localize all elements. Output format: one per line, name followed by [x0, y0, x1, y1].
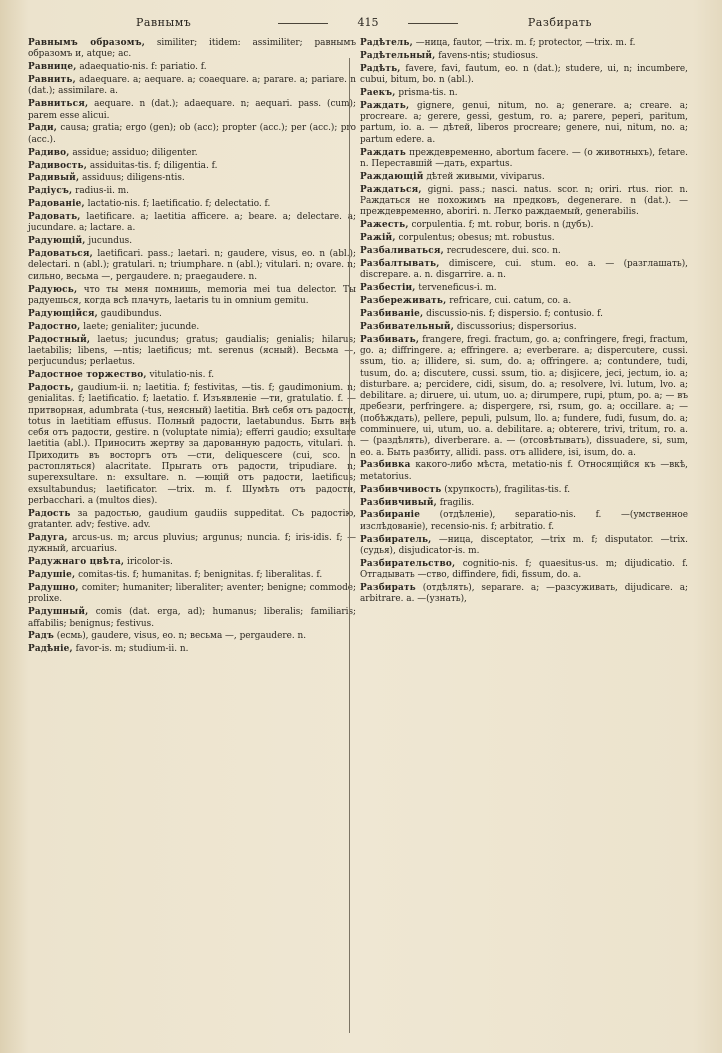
entry-definition: assiduitas-tis. f; diligentia. f.	[87, 160, 218, 171]
entry-definition: comitas-tis. f; humanitas. f; benignitas. f; liberalitas. f.	[75, 570, 323, 581]
entry-definition: comis (dat. erga, ad); humanus; liberalis; familiaris; affabilis; benignus; festivus.	[28, 607, 356, 629]
entry-headword: Радужнаго цвѣта,	[28, 557, 125, 568]
entry-definition: laetus; jucundus; gratus; gaudialis; genialis; hilarus; laetabilis; libens, —ntis; laetificus; mt. serenus (ясный). Весьма —, perjucundus; perlaetus.	[28, 334, 356, 368]
entry-definition: (отдѣленіе), separatio-nis. f. —(умственное изслѣдованіе), recensio-nis. f; arbitratio. f.	[360, 510, 688, 532]
dictionary-entry	[360, 296, 688, 307]
entry-headword: Радостный,	[28, 334, 91, 345]
dictionary-entry	[28, 583, 356, 606]
entry-definition: refricare, cui. catum, co. a.	[446, 295, 572, 306]
entry-headword: Радѣть,	[360, 63, 401, 74]
entry-definition: dimiscere, cui. stum. eo. a. — (разглашать), discrepare. a. n. disgarrire. a. n.	[360, 258, 688, 281]
entry-headword: Радостно,	[28, 321, 81, 332]
entry-headword: Ражій,	[360, 233, 396, 244]
entry-headword: Радость,	[28, 383, 74, 393]
dictionary-entry	[360, 485, 688, 496]
entry-headword: Радость	[28, 508, 71, 519]
dictionary-entry	[28, 236, 356, 247]
dictionary-entry	[360, 460, 688, 483]
dictionary-entry	[28, 509, 356, 532]
entry-definition: fragilis.	[436, 497, 475, 508]
dictionary-entry	[360, 172, 688, 183]
entry-definition: frangere, fregi. fractum, go. a; confringere, fregi, fractum, go. a; diffringere. a; effringere. a; everberare. a; dispercutere, cussi. ssum, tio. a; illidere, si. sum, do. a; offringere. a; contundere, tudi, tusum, do. a; discutere, cussi. ssum, tio. a; disjicere, jeci, jectum, io. a; disturbare. a; percidere, cidi, sisum, do. a; resolvere, lvi. lutum, lvo. a; debilitare. a; diruere, ui. utum, uo. a; dirumpere, rupi, ptum, po. a; — въ дребезги, perfringere. a; dispergere, rsi, rsum, go. a; occillare. a; — (побѣждать), pellere, pepuli, pulsum, llo. a; fundere, fudi, fusum, do. a; comminuere, ui, utum, uo. a. debilitare. a; obterere, trivi, tritum, ro. a. — (раздѣлять), diverberare. a. — (отсовѣтывать), dissuadere, si, sum, eo. a. Быть разбиту, allidi. pass. отъ allidere, isi, isum, do. a.	[360, 334, 688, 458]
entry-headword: Радъ	[28, 631, 54, 642]
entry-headword: Радѣніе,	[28, 644, 73, 655]
entry-headword: Радующійся,	[28, 308, 98, 319]
dictionary-entry	[28, 99, 356, 122]
entry-definition: gaudibundus.	[97, 308, 162, 319]
entry-headword: Радушно,	[28, 583, 79, 594]
dictionary-entry	[360, 233, 688, 244]
entry-headword: Разбивательный,	[360, 321, 454, 332]
entry-headword: Разбиваніе,	[360, 308, 424, 319]
dictionary-entry	[360, 259, 688, 282]
entry-definition: lactatio-nis. f; laetificatio. f; delectatio. f.	[84, 199, 271, 210]
entry-headword: Равнымъ образомъ,	[28, 38, 145, 48]
dictionary-entry	[360, 335, 688, 459]
entry-definition: aequare. n (dat.); adaequare. n; aequari. pass. (cum); parem esse alicui.	[28, 99, 356, 121]
dictionary-entry	[28, 370, 356, 381]
entry-headword: Радоваться,	[28, 249, 93, 260]
entry-definition: iricolor-is.	[124, 557, 173, 568]
entry-definition: favens-ntis; studiosus.	[435, 50, 539, 61]
entry-definition: laete; genialiter; jucunde.	[80, 321, 200, 332]
entry-headword: Раекъ,	[360, 87, 396, 98]
entry-definition: terveneficus-i. m.	[415, 283, 497, 294]
dictionary-entry	[28, 161, 356, 172]
entry-definition: (есмь), gaudere, visus, eo. n; весьма —, pergaudere. n.	[53, 631, 307, 642]
dictionary-entry	[360, 510, 688, 533]
dictionary-entry	[28, 38, 356, 61]
entry-headword: Разбестіи,	[360, 283, 416, 294]
entry-definition: adaequatio-nis. f: pariatio. f.	[76, 62, 207, 73]
entry-headword: Радиво,	[28, 147, 70, 158]
dictionary-entry	[360, 498, 688, 509]
entry-headword: Радушный,	[28, 607, 89, 618]
dictionary-entry	[28, 173, 356, 184]
entry-headword: Разбивать,	[360, 334, 420, 345]
dictionary-entry	[28, 75, 356, 98]
header-rule-right	[408, 23, 458, 24]
entry-definition: cognitio-nis. f; quaesitus-us. m; dijudicatio. f. Отгадывать —ство, diffindere, fidi, fissum, do. a.	[360, 558, 688, 581]
entry-headword: Раждаться,	[360, 184, 422, 195]
entry-headword: Радивый,	[28, 173, 80, 184]
entry-definition: что ты меня помнишь, memoria mei tua delector. Ты радуешься, когда всѣ плачуть, laetaris tu in omnium gemitu.	[28, 284, 356, 306]
dictionary-entry	[28, 557, 356, 568]
entry-headword: Разбереживать,	[360, 295, 447, 306]
entry-headword: Ражесть,	[360, 220, 409, 231]
entry-headword: Разбивка	[360, 460, 411, 471]
entry-headword: Разбалтывать,	[360, 258, 440, 269]
dictionary-entry	[28, 249, 356, 283]
dictionary-entry	[28, 148, 356, 159]
entry-definition: assidue; assiduo; diligenter.	[69, 147, 198, 158]
entry-headword: Раждать,	[360, 100, 410, 111]
dictionary-entry	[28, 285, 356, 308]
entry-headword: Разбирать	[360, 583, 416, 594]
entry-headword: Радивость,	[28, 160, 88, 171]
dictionary-entry	[360, 101, 688, 146]
running-header	[28, 14, 696, 36]
entry-definition: causa; gratia; ergo (gen); ob (acc); propter (acc.); per (acc.); pro (acc.).	[28, 123, 356, 145]
column-divider	[349, 58, 350, 1033]
entry-definition: radius-ii. m.	[72, 186, 129, 197]
entry-definition: laetificari. pass.; laetari. n; gaudere, visus, eo. n (abl.); delectari. n (abl.); gratulari. n; triumphare. n (abl.); vitulari. n; ovare. n; сильно, весьма —, pergaudere. n; praegaudere. n.	[28, 249, 356, 282]
entry-definition: arcus-us. m; arcus pluvius; argunus; nuncia. f; iris-idis. f; —дужный, arcuarius.	[28, 533, 356, 555]
entry-headword: Равнице,	[28, 62, 77, 73]
entry-headword: Разбивчивость	[360, 484, 442, 495]
entry-definition: discussorius; dispersorius.	[454, 321, 577, 332]
entry-headword: Радушіе,	[28, 570, 76, 581]
dictionary-entry	[28, 123, 356, 146]
entry-definition: gigni. pass.; nasci. natus. scor. n; oriri. rtus. rior. n. Раждаться не похожимъ на предковъ, degenerare. n (dat.). — преждевременно, aboriri. n. Легко раждаемый, generabilis.	[360, 184, 688, 218]
entry-definition: за радостью, gaudium gaudiis suppeditat. Съ радостію, gratanter. adv; festive. adv.	[28, 508, 356, 531]
entry-definition: similiter; itidem: assimiliter; равнымъ образомъ и, atque; ac.	[28, 38, 356, 60]
entry-definition: comiter; humaniter; liberaliter; aventer; benigne; commode; prolixe.	[28, 583, 356, 605]
dictionary-entry	[360, 309, 688, 320]
entry-definition: дѣтей живыми, viviparus.	[423, 171, 545, 182]
entry-headword: Радующій,	[28, 236, 86, 247]
entry-headword: Ради,	[28, 123, 58, 134]
entry-headword: Радѣтельный,	[360, 50, 436, 61]
dictionary-entry	[360, 220, 688, 231]
dictionary-entry	[360, 51, 688, 62]
dictionary-entry	[28, 199, 356, 210]
right-column	[360, 38, 688, 607]
dictionary-entry	[28, 62, 356, 73]
dictionary-entry	[360, 583, 688, 606]
entry-definition: laetificare. a; laetitia afficere. a; beare. a; delectare. a; jucundare. a; lactare. a.	[28, 212, 356, 234]
dictionary-entry	[28, 607, 356, 630]
dictionary-entry	[28, 212, 356, 235]
dictionary-entry	[28, 309, 356, 320]
dictionary-entry	[360, 322, 688, 333]
dictionary-entry	[360, 148, 688, 171]
entry-headword: Раждающій	[360, 171, 424, 182]
dictionary-entry	[360, 283, 688, 294]
entry-definition: discussio-nis. f; dispersio. f; contusio. f.	[423, 308, 603, 319]
dictionary-entry	[28, 570, 356, 581]
entry-headword: Разбираніе	[360, 510, 421, 521]
entry-headword: Радуга,	[28, 533, 68, 544]
dictionary-entry	[360, 559, 688, 582]
dictionary-entry	[28, 186, 356, 197]
entry-headword: Равнить,	[28, 75, 76, 86]
entry-definition: преждевременно, abortum facere. — (о животныхъ), fetare. n. Переставшій —дать, expartus.	[360, 147, 688, 169]
entry-definition: (отдѣлять), separare. a; —разсуживать, dijudicare. a; arbitrare. a. —(узнать),	[360, 583, 688, 605]
dictionary-entry	[360, 185, 688, 219]
left-column	[28, 38, 356, 657]
entry-headword: Радованіе,	[28, 199, 85, 210]
entry-headword: Раждать	[360, 147, 406, 158]
entry-definition: favere, favi, fautum, eo. n (dat.); studere, ui, n; incumbere, cubui, bitum, bo. n (abl.).	[360, 63, 688, 86]
header-right-word: Разбирать	[527, 16, 592, 29]
entry-headword: Радѣтель,	[360, 38, 413, 48]
entry-definition: vitulatio-nis. f.	[146, 370, 215, 381]
entry-headword: Разбаливаться,	[360, 245, 444, 256]
entry-definition: gignere, genui, nitum, no. a; generare. a; creare. a; procreare. a; gerere, gessi, gestum, ro. a; parere, peperi, paritum, partum, io. a. — дѣтей, liberos procreare; genere, nui, nitum, no. a; partum edere. a.	[360, 100, 688, 145]
dictionary-entry	[28, 322, 356, 333]
entry-definition: (хрупкость), fragilitas-tis. f.	[441, 484, 571, 495]
page-number: 415	[357, 16, 379, 29]
entry-headword: Радостное торжество,	[28, 370, 147, 381]
dictionary-entry	[360, 64, 688, 87]
dictionary-entry	[360, 246, 688, 257]
entry-definition: corpulentia. f; mt. robur, boris. n (дубъ).	[408, 220, 594, 231]
dictionary-entry	[28, 644, 356, 655]
entry-headword: Радіусъ,	[28, 186, 73, 197]
entry-headword: Равниться,	[28, 99, 89, 110]
header-rule-left	[278, 23, 328, 24]
dictionary-entry	[28, 533, 356, 556]
dictionary-entry	[360, 38, 688, 49]
entry-headword: Радуюсь,	[28, 284, 78, 295]
entry-definition: какого-либо мѣста, metatio-nis f. Относящійся къ —вкѣ, metatorius.	[360, 460, 688, 482]
dictionary-entry	[28, 335, 356, 369]
entry-headword: Разбиратель,	[360, 534, 432, 545]
entry-definition: gaudium-ii. n; laetitia. f; festivitas, —tis. f; gaudimonium. n; genialitas. f; laetificatio. f; laetatio. f. Изъявленіе —ти, gratulatio. f. — притворная, adumbrata (-tus, неясный) laetitia. Внѣ себя отъ радости, totus in laetitiam effusus. Полный радости, laetabundus. Быть внѣ себя отъ радости, gestire. n (voluptate nimia); efferri gaudio; exsultare laetitia (abl.). Приносить жертву за дарованную радость, vitulari. n. Приходить въ восторгъ отъ —сти, deliquescere (cui, sco. n растопляться) alacritate. Прыгать отъ радости, tripudiare. n; superexsultare. n: exsultare. n. —ющій отъ радости, laetificus; exsultabundus; laetificator. —trix. m. f. Шумѣть отъ радости, perbacchari. a (multos dies).	[28, 383, 356, 506]
entry-definition: —ница, disceptator, —trix m. f; disputator. —trix. (судья), disjudicator-is. m.	[360, 534, 688, 556]
entry-definition: adaequare. a; aequare. a; coaequare. a; parare. a; pariare. n (dat.); assimilare. a.	[28, 75, 356, 97]
entry-definition: corpulentus; obesus; mt. robustus.	[395, 233, 555, 244]
entry-definition: favor-is. m; studium-ii. n.	[72, 644, 189, 655]
entry-definition: prisma-tis. n.	[395, 87, 458, 98]
entry-headword: Разбирательство,	[360, 558, 456, 569]
entry-headword: Разбивчивый,	[360, 497, 437, 508]
dictionary-entry	[360, 535, 688, 558]
entry-definition: assiduus; diligens-ntis.	[79, 173, 185, 184]
dictionary-entry	[28, 383, 356, 507]
header-left-word: Равнымъ	[136, 16, 192, 29]
entry-headword: Радовать,	[28, 212, 81, 223]
entry-definition: —ница, fautor, —trix. m. f; protector, —trix. m. f.	[412, 38, 636, 48]
dictionary-entry	[360, 88, 688, 99]
entry-definition: jucundus.	[85, 236, 133, 247]
entry-definition: recrudescere, dui. sco. n.	[443, 245, 561, 256]
dictionary-entry	[28, 631, 356, 642]
